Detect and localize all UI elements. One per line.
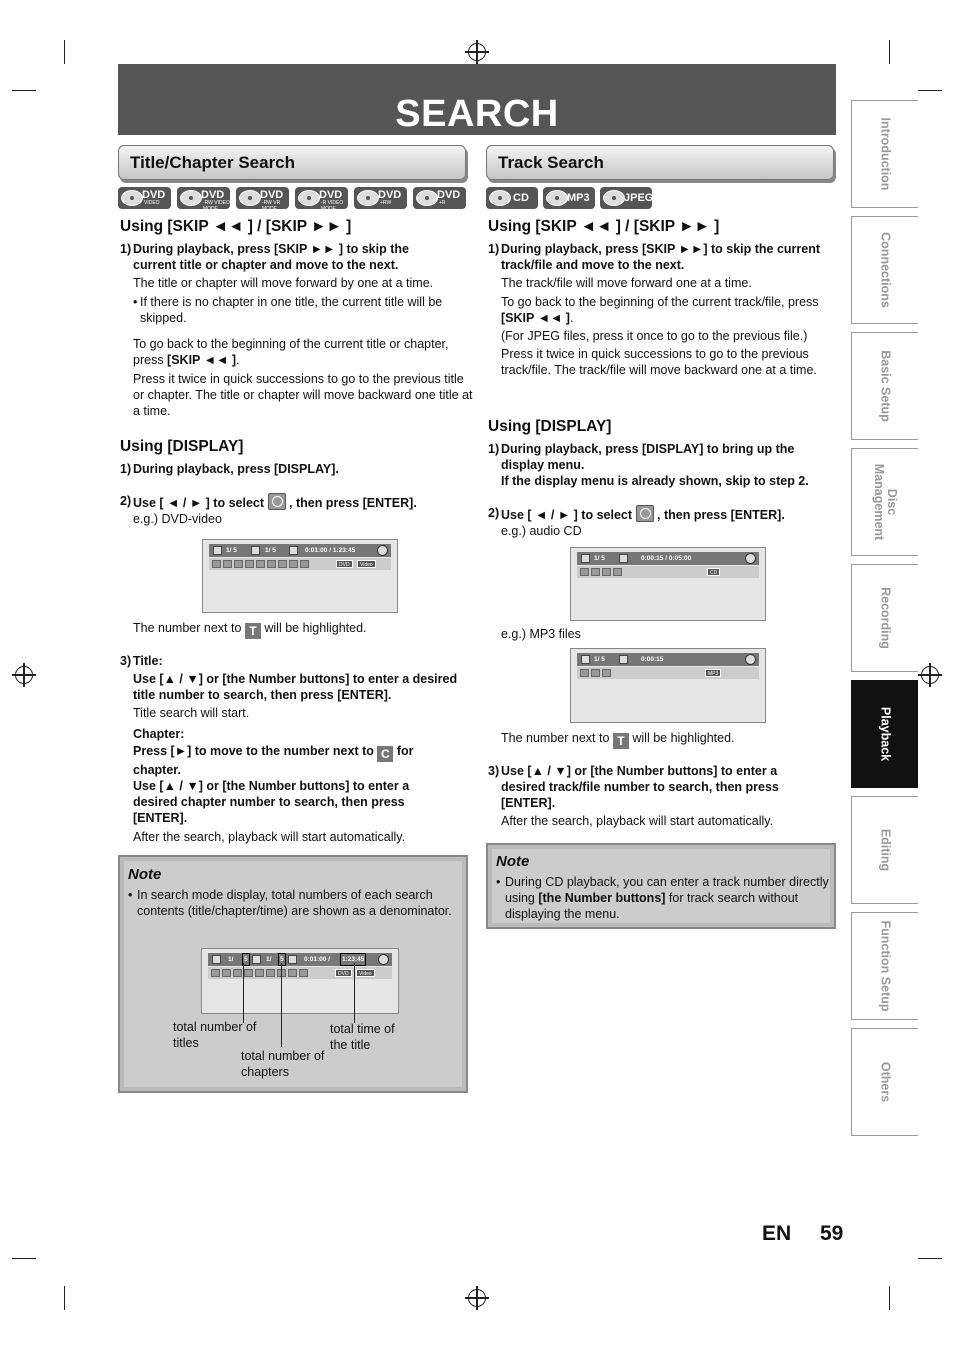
crop-mark [12,90,36,91]
audio-icon [223,560,232,568]
search-mode-icon [636,505,654,522]
skip-back-text: To go back to the beginning of the current title or chapter, press [SKIP ◄◄ ]. [133,337,449,367]
section-title: Title/Chapter Search [130,153,296,172]
track-icon [581,554,590,563]
step-number: 3) [488,764,500,778]
step3-title-instruction: Use [▲ / ▼] or [the Number buttons] to enter a desired title number to search, then press [ENTER]. [133,672,458,702]
skip-step1-instruction: During playback, press [SKIP ►►] to skip the current track/file and move to the next. [501,242,821,272]
page-title: SEARCH [395,93,559,135]
disc-type-tag: DVD [335,969,352,977]
time-icon [289,546,298,555]
track-icon [581,655,590,664]
step3-title-text: Title search will start. [133,706,250,720]
skip-step1-instruction: During playback, press [SKIP ►► ] to skip the current title or chapter and move to the next. [133,242,409,272]
angle-icon [244,969,253,977]
tab-editing[interactable]: Editing [851,796,918,904]
osd-screen-cd: 1/ 5 0:00:15 / 0:05:00 CD [570,547,766,621]
time-icon [288,955,297,964]
tab-playback[interactable]: Playback [851,680,918,788]
search-icon [580,568,589,576]
angle-icon [245,560,254,568]
step-number: 1) [120,462,132,476]
cd-icon: CD [486,187,538,209]
crop-mark [64,1286,65,1310]
section-title: Track Search [498,153,604,172]
format-tag: Video [356,969,375,977]
disc-icons-left [118,187,466,212]
tab-recording[interactable]: Recording [851,564,918,672]
time-icon [619,655,628,664]
repeat-icon [256,560,265,568]
page-number: 59 [820,1222,844,1245]
label-total-time: total time of the title [330,1022,395,1052]
note-title: Note [496,853,530,870]
settings-icon [300,560,309,568]
surround-icon [289,560,298,568]
search-mode-icon [268,493,286,510]
page-header [118,64,836,135]
jpeg-icon: JPEG [600,187,652,209]
track-icon: T [613,733,629,749]
display-step1: During playback, press [DISPLAY] to bring up the display menu. [501,442,795,472]
title-icon: T [245,623,261,639]
disc-icon [378,954,389,965]
noise-icon [278,560,287,568]
chapter-instruction-2: Use [▲ / ▼] or [the Number buttons] to enter a desired chapter number to search, then press [ENTER]. [133,779,410,825]
display-step2: Use [ ◄ / ► ] to select , then press [ENTER]. [133,493,473,511]
tab-introduction[interactable]: Introduction [851,100,918,208]
title-icon [213,546,222,555]
step-number: 1) [120,242,132,256]
skip-bullet-text: If there is no chapter in one title, the current title will be skipped. [140,295,443,325]
chapter-instruction: Press [►] to move to the number next to C for chapter. [133,744,414,777]
skip-step1-text: The track/file will move forward one at a time. [501,276,752,290]
note-text: During CD playback, you can enter a track number directly using [the Number buttons] for track search without displaying the menu. [505,875,829,921]
note-title: Note [128,866,162,883]
format-tag: Video [357,560,376,568]
skip-heading: Using [SKIP ◄◄ ] / [SKIP ►► ] [120,218,352,235]
display-heading: Using [DISPLAY] [120,438,244,455]
section-title-chapter-search [118,145,466,180]
example-label: e.g.) MP3 files [501,627,581,641]
surround-icon [288,969,297,977]
crop-mark [918,90,942,91]
dvd-video-icon: DVD VIDEO [118,187,171,209]
skip-twice-text: Press it twice in quick successions to go to the previous title or chapter. The title or chapter will move backward one title at a time. [133,372,473,418]
format-tag: MP3 [705,669,721,677]
marker-icon [267,560,276,568]
disc-icons-right [486,187,652,209]
jpeg-text: (For JPEG files, press it once to go to the previous file.) [501,329,808,343]
registration-mark-icon [468,1289,486,1307]
tab-connections[interactable]: Connections [851,216,918,324]
language-code: EN [762,1222,792,1245]
skip-step1-text: The title or chapter will move forward by one at a time. [133,276,434,290]
crop-mark [64,40,65,64]
display-heading: Using [DISPLAY] [488,418,612,435]
chapter-label: Chapter: [133,727,185,741]
crop-mark [889,40,890,64]
skip-heading: Using [SKIP ◄◄ ] / [SKIP ►► ] [488,218,720,235]
crop-mark [889,1286,890,1310]
note-text: In search mode display, total numbers of each search contents (title/chapter/time) are shown as a denominator. [137,888,452,918]
registration-mark-icon [15,666,33,684]
callout-line [243,963,244,1023]
dvd-plus-rw-icon: DVD +RW [354,187,407,209]
dvd-rw-vr-icon: DVD -RW VR MODE [236,187,289,209]
label-total-chapters: total number of chapters [241,1049,325,1079]
search-icon [580,669,589,677]
time-icon [619,554,628,563]
search-icon [211,969,220,977]
repeat-icon [602,568,611,576]
step3-instruction: Use [▲ / ▼] or [the Number buttons] to enter a desired track/file number to search, then press [ENTER]. [501,764,779,810]
bullet: • [496,875,501,889]
search-icon [212,560,221,568]
tab-others[interactable]: Others [851,1028,918,1136]
repeat-icon [591,669,600,677]
bullet: • [128,888,133,902]
title-icon [212,955,221,964]
mp3-icon: MP3 [543,187,595,209]
chapter-icon: C [377,746,393,762]
subtitle-icon [233,969,242,977]
step3-text: After the search, playback will start automatically. [501,814,774,828]
tab-function-setup[interactable]: Function Setup [851,912,918,1020]
random-icon [602,669,611,677]
bullet: • [133,295,138,309]
random-icon [613,568,622,576]
highlight-note: The number next to T will be highlighted. [501,731,735,748]
step-number: 3) [120,654,132,668]
disc-icon [745,553,756,564]
registration-mark-icon [468,43,486,61]
chapter-icon [251,546,260,555]
display-step2: Use [ ◄ / ► ] to select , then press [ENTER]. [501,505,841,523]
osd-screen-mp3: 1/ 5 0:00:15 MP3 [570,648,766,723]
chapter-icon [252,955,261,964]
note-box-right [486,843,836,929]
chapter-text: After the search, playback will start automatically. [133,830,406,844]
dvd-plus-r-icon: DVD +R [413,187,466,209]
repeat-icon [255,969,264,977]
example-label: e.g.) audio CD [501,524,582,538]
audio-icon [222,969,231,977]
disc-type-tag: CD [707,568,720,576]
highlight-note: The number next to T will be highlighted. [133,621,367,638]
tab-basic-setup[interactable]: Basic Setup [851,332,918,440]
step-number: 1) [488,242,500,256]
label-total-titles: total number of titles [173,1020,257,1050]
step-number: 2) [488,506,500,520]
disc-type-tag: DVD [336,560,353,568]
osd-screen-note: 1/ 5 1/ 5 0:01:00 / 1:23:45 DVD Video [201,948,399,1014]
subtitle-icon [234,560,243,568]
twice-text: Press it twice in quick successions to go to the previous track/file. The track/file will move backward one at a time. [501,347,817,377]
settings-icon [299,969,308,977]
marker-icon [266,969,275,977]
disc-icon [377,545,388,556]
dvd-r-video-icon: DVD -R VIDEO MODE [295,187,348,209]
osd-screen-dvd: 1/ 5 1/ 5 0:01:00 / 1:23:45 DVD Video [202,539,398,613]
disc-icon [745,654,756,665]
crop-mark [918,1258,942,1259]
tab-disc-management[interactable]: Disc Management [851,448,918,556]
example-label: e.g.) DVD-video [133,512,222,526]
display-step1: During playback, press [DISPLAY]. [133,462,339,476]
section-track-search [486,145,834,180]
note-box-left [118,855,468,1093]
step-number: 1) [488,442,500,456]
callout-line [281,963,282,1047]
step-number: 2) [120,494,132,508]
registration-mark-icon [921,666,939,684]
skip-back-text: To go back to the beginning of the current track/file, press [SKIP ◄◄ ]. [501,295,819,325]
callout-line [354,963,355,1023]
dvd-rw-video-icon: DVD -RW VIDEO MODE [177,187,230,209]
crop-mark [12,1258,36,1259]
audio-icon [591,568,600,576]
display-step1b: If the display menu is already shown, skip to step 2. [501,474,809,488]
step3-title-label: Title: [133,654,163,668]
